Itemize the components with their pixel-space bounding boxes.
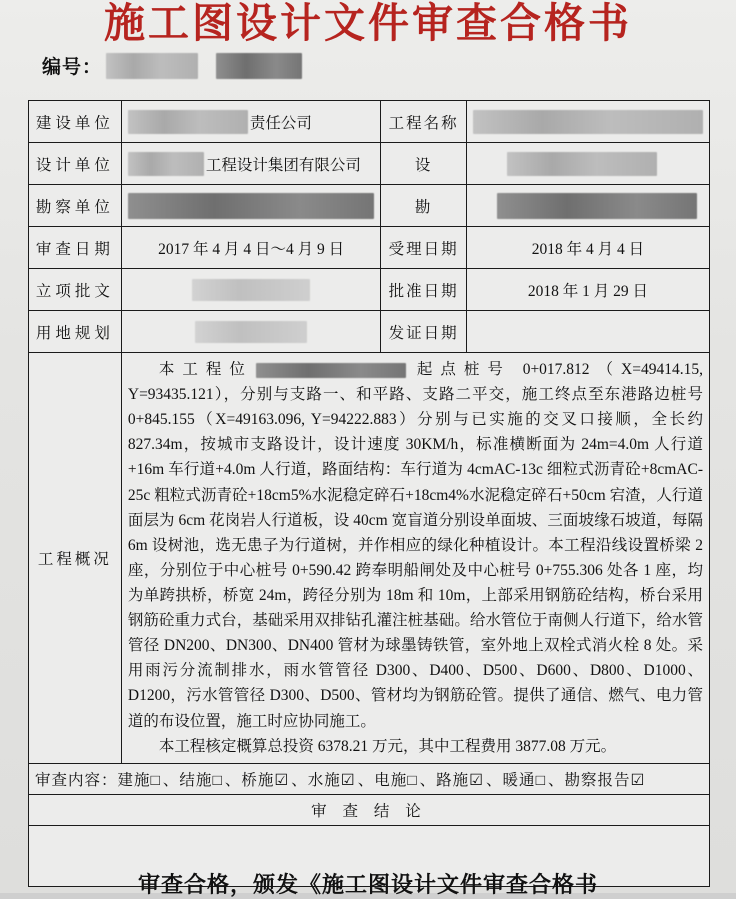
- review-item-2-checkbox[interactable]: ☑: [274, 771, 290, 789]
- design-unit-text: 工程设计集团有限公司: [205, 156, 361, 174]
- row-label-project-name: 工程名称: [381, 101, 467, 143]
- review-item-4-name: 电施: [374, 771, 408, 789]
- review-item-5-name: 路施: [436, 771, 470, 789]
- review-item-7-name: 勘察报告: [564, 771, 631, 789]
- review-item-1-name: 结施: [179, 771, 213, 789]
- row-label-accept-date: 受理日期: [381, 227, 467, 269]
- table-row: [29, 185, 710, 227]
- row-label-construction-unit: 建设单位: [29, 101, 122, 143]
- table-row-overview: [29, 353, 710, 764]
- redacted-value: [507, 152, 657, 176]
- review-item-4-checkbox[interactable]: □: [407, 771, 418, 789]
- redacted-value: [192, 279, 310, 301]
- row-label-design-cert: 设: [381, 143, 467, 185]
- redacted-value: [128, 110, 248, 134]
- project-overview-cell: [121, 353, 709, 764]
- row-label-survey-cert: 勘: [381, 185, 467, 227]
- review-item-3-checkbox[interactable]: ☑: [340, 771, 356, 789]
- row-value-project-name: [467, 101, 710, 143]
- row-value-issue-date: [467, 311, 710, 353]
- review-item-5-checkbox[interactable]: ☑: [469, 771, 485, 789]
- review-item-7-checkbox[interactable]: ☑: [630, 771, 646, 789]
- review-content-label: 审查内容：: [35, 771, 118, 789]
- row-label-survey-unit: 勘察单位: [29, 185, 122, 227]
- row-label-project-approval: 立项批文: [29, 269, 122, 311]
- table-row-conclusion-header: [29, 794, 710, 825]
- table-row: [29, 311, 710, 353]
- review-content-cell: 审查内容：建施□ 、结施□ 、桥施☑ 、水施☑ 、电施□ 、路施☑ 、暖通□ 、勘察报告☑: [29, 763, 710, 794]
- row-label-approval-date: 批准日期: [381, 269, 467, 311]
- serial-number-row: [42, 52, 302, 79]
- serial-label: 编号：: [42, 57, 103, 78]
- review-item-6-name: 暖通: [502, 771, 536, 789]
- table-row: [29, 143, 710, 185]
- table-row: [29, 227, 710, 269]
- row-value-design-cert: [467, 143, 710, 185]
- redacted-inline: [256, 363, 406, 378]
- row-value-approval-date: 2018 年 1 月 29 日: [467, 269, 710, 311]
- row-value-construction-unit: [121, 101, 380, 143]
- row-label-design-unit: 设计单位: [29, 143, 122, 185]
- redacted-value: [497, 193, 697, 219]
- redacted-value: [128, 193, 374, 219]
- table-row: [29, 101, 710, 143]
- row-value-survey-unit: [121, 185, 380, 227]
- approval-table: [28, 100, 710, 887]
- row-value-project-approval: [121, 269, 380, 311]
- redacted-serial-2: [216, 53, 302, 79]
- page-title: 施工图设计文件审查合格书: [104, 0, 632, 47]
- overview-head: 本工程位: [158, 361, 253, 378]
- table-row-review-content: [29, 763, 710, 794]
- overview-body: 起点桩号 0+017.812（X=49414.15, Y=93435.121），分别与支路一、和平路、支路二平交，施工终点至东港路边桩号 0+845.155（X=49163.096, Y=94222.883）分别与已实施的交叉口接顺，全长约 827.34m，按城市支路设计，设计速度 30KM/h，标准横断面为 24m=4.0m 人行道+16m 车行道+4.0m 人行道，路面结构：车行道为 4cmAC-13c 细粒式沥青砼+8cmAC-25c 粗粒式沥青砼+18cm5%水泥稳定碎石+18cm4%水泥稳定碎石+50cm 宕渣，人行道面层为 6cm 花岗岩人行道板，设 40cm 宽盲道分别设单面坡、三面坡缘石坡道，每隔 6m 设树池，选无患子为行道树，并作相应的绿化种植设计。本工程沿线设置桥梁 2 座，分别位于中心桩号 0+590.42 跨奉明船闸处及中心桩号 0+755.306 处各 1 座，均为单跨拱桥，桥宽 24m，跨径分别为 18m 和 10m，上部采用钢筋砼结构，桥台采用钢筋砼重力式台，基础采用双排钻孔灌注桩基础。给水管位于南侧人行道下，给水管管径 DN200、DN300、DN400 管材为球墨铸铁管，室外地上双栓式消火栓 8 处。采用雨污分流制排水，雨水管管径 D300、D400、D500、D600、D800、D1000、D1200，污水管管径 D300、D500、管材均为钢筋砼管。提供了通信、燃气、电力管道的布设位置，施工时应协同施工。: [127, 361, 703, 730]
- row-label-review-date: 审查日期: [29, 227, 122, 269]
- row-value-survey-cert: [467, 185, 710, 227]
- row-value-design-unit: [121, 143, 380, 185]
- review-item-2-name: 桥施: [241, 771, 275, 789]
- review-item-0-checkbox[interactable]: □: [150, 771, 161, 789]
- redacted-value: [473, 110, 703, 134]
- conclusion-text: 审查合格，颁发《施工图设计文件审查合格书: [137, 872, 598, 897]
- row-label-project-overview: 工程概况: [29, 353, 122, 764]
- conclusion-header: 审 查 结 论: [29, 794, 710, 825]
- review-item-1-checkbox[interactable]: □: [212, 771, 223, 789]
- row-value-accept-date: 2018 年 4 月 4 日: [467, 227, 710, 269]
- redacted-serial-1: [106, 53, 198, 79]
- row-value-land-plan: [121, 311, 380, 353]
- row-value-review-date: 2017 年 4 月 4 日～4 月 9 日: [121, 227, 380, 269]
- construction-unit-text: 责任公司: [249, 114, 312, 132]
- row-label-land-plan: 用地规划: [29, 311, 122, 353]
- review-item-0-name: 建施: [117, 771, 151, 789]
- row-label-issue-date: 发证日期: [381, 311, 467, 353]
- overview-paragraph-1: [128, 357, 703, 734]
- review-item-3-name: 水施: [307, 771, 341, 789]
- overview-paragraph-2: 本工程核定概算总投资 6378.21 万元，其中工程费用 3877.08 万元。: [158, 737, 617, 755]
- redacted-value: [195, 321, 307, 343]
- table-row: [29, 269, 710, 311]
- review-item-6-checkbox[interactable]: □: [535, 771, 546, 789]
- redacted-value: [128, 152, 204, 176]
